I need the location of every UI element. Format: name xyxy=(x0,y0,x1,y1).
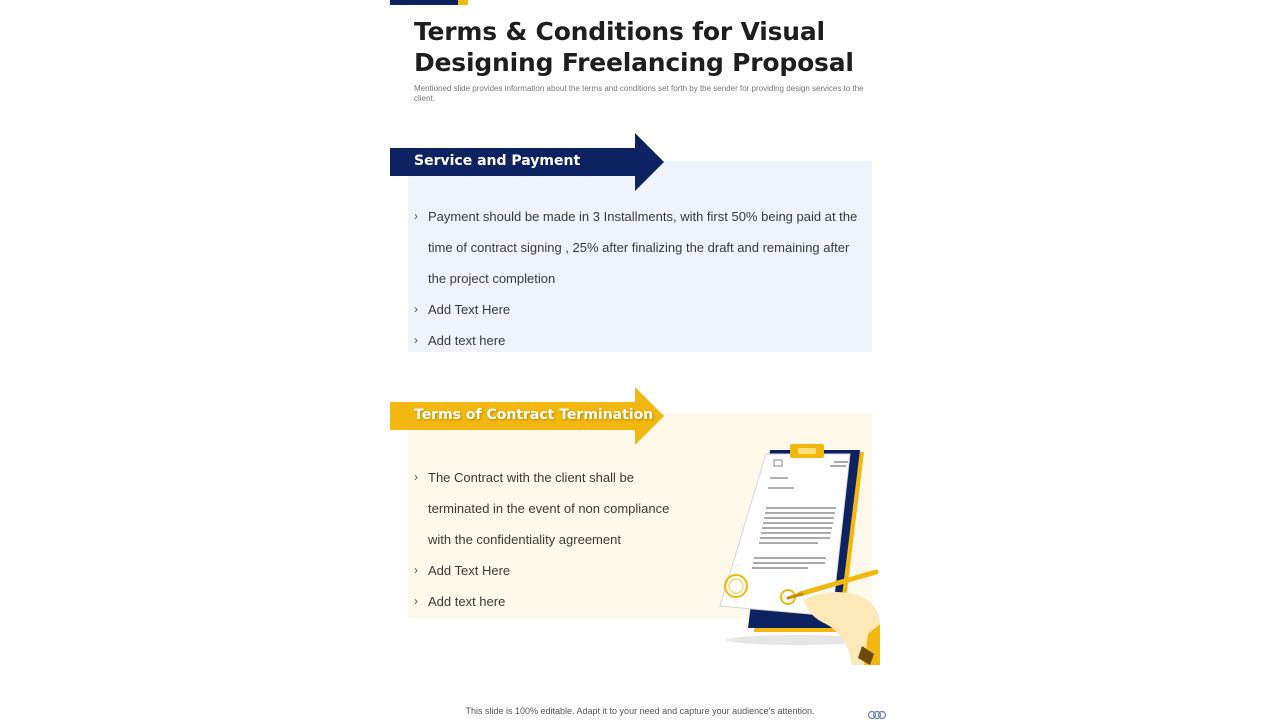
list-item: › Add text here xyxy=(414,325,864,356)
service-payment-header xyxy=(390,133,664,191)
clipboard-contract-signing-icon xyxy=(708,440,890,665)
chevron-right-icon: › xyxy=(414,209,418,223)
service-payment-list xyxy=(414,201,864,356)
section-heading: Service and Payment xyxy=(414,153,581,169)
brand-logo-icon xyxy=(867,710,887,720)
accent-bar-yellow xyxy=(458,0,468,5)
list-item: › Add text here xyxy=(414,586,684,617)
list-item: › The Contract with the client shall be terminated in the event of non compliance with the confidentiality agreement xyxy=(414,462,684,555)
chevron-right-icon: › xyxy=(414,594,418,608)
chevron-right-icon: › xyxy=(414,333,418,347)
chevron-right-icon: › xyxy=(414,470,418,484)
contract-termination-list xyxy=(414,462,684,617)
proposal-page xyxy=(390,0,890,700)
list-item: › Payment should be made in 3 Installments, with first 50% being paid at the time of contract signing , 25% after finalizing the draft and remaining after the project completion xyxy=(414,201,864,294)
list-item: › Add Text Here xyxy=(414,294,864,325)
accent-bar-navy xyxy=(390,0,458,5)
page-subtitle: Mentioned slide provides information about the terms and conditions set forth by the sender for providing design services to the client. xyxy=(414,84,864,103)
chevron-right-icon: › xyxy=(414,563,418,577)
list-item: › Add Text Here xyxy=(414,555,684,586)
contract-termination-header xyxy=(390,387,664,445)
footer-note: This slide is 100% editable. Adapt it to your need and capture your audience’s attention. xyxy=(465,706,815,716)
page-title: Terms & Conditions for Visual Designing Freelancing Proposal xyxy=(414,17,854,77)
section-heading: Terms of Contract Termination xyxy=(414,407,654,423)
chevron-right-icon: › xyxy=(414,302,418,316)
